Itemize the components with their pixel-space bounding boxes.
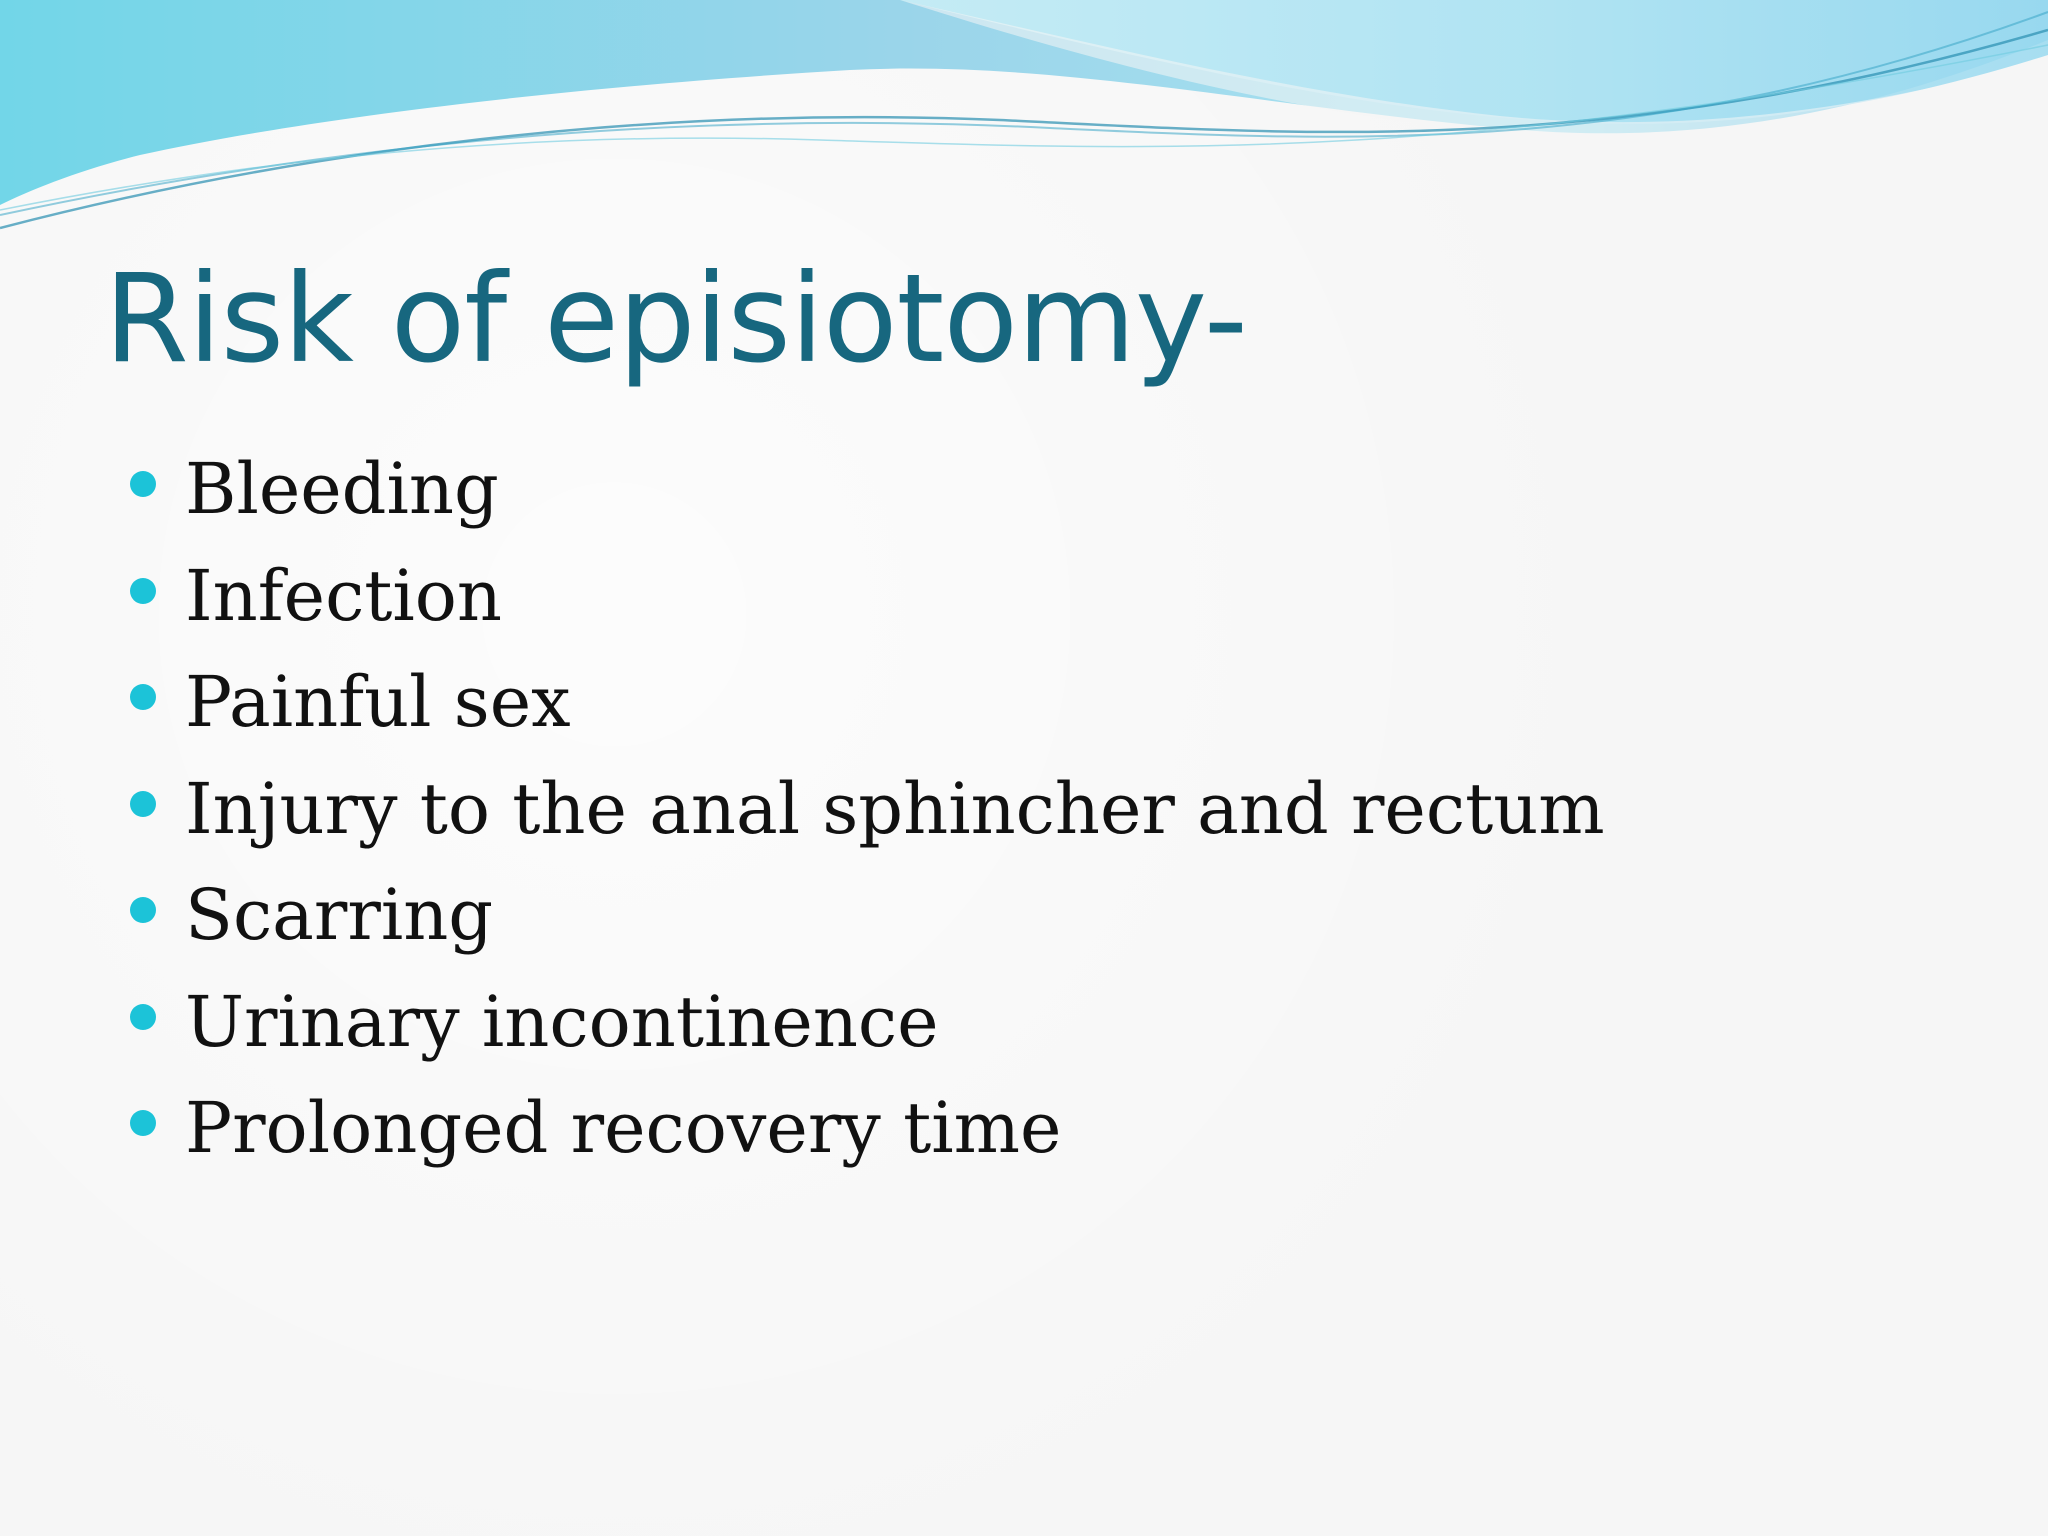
- bullet-icon: [130, 578, 156, 604]
- bullet-text: Injury to the anal sphincher and rectum: [185, 767, 1605, 850]
- bullet-icon: [130, 471, 156, 497]
- bullet-text: Bleeding: [185, 448, 499, 530]
- bullet-icon: [130, 1004, 156, 1030]
- bullet-icon: [130, 1110, 156, 1136]
- bullet-text: Prolonged recovery time: [185, 1087, 1062, 1169]
- bullet-text: Painful sex: [185, 661, 571, 743]
- bullet-icon: [130, 897, 156, 923]
- decorative-wave-header: [0, 0, 2048, 260]
- slide-title: Risk of episiotomy-: [104, 248, 1247, 390]
- bullet-text: Scarring: [185, 874, 494, 956]
- bullet-icon: [130, 684, 156, 710]
- bullet-text: Infection: [185, 554, 503, 637]
- bullet-icon: [130, 791, 156, 817]
- bullet-text: Urinary incontinence: [185, 980, 939, 1063]
